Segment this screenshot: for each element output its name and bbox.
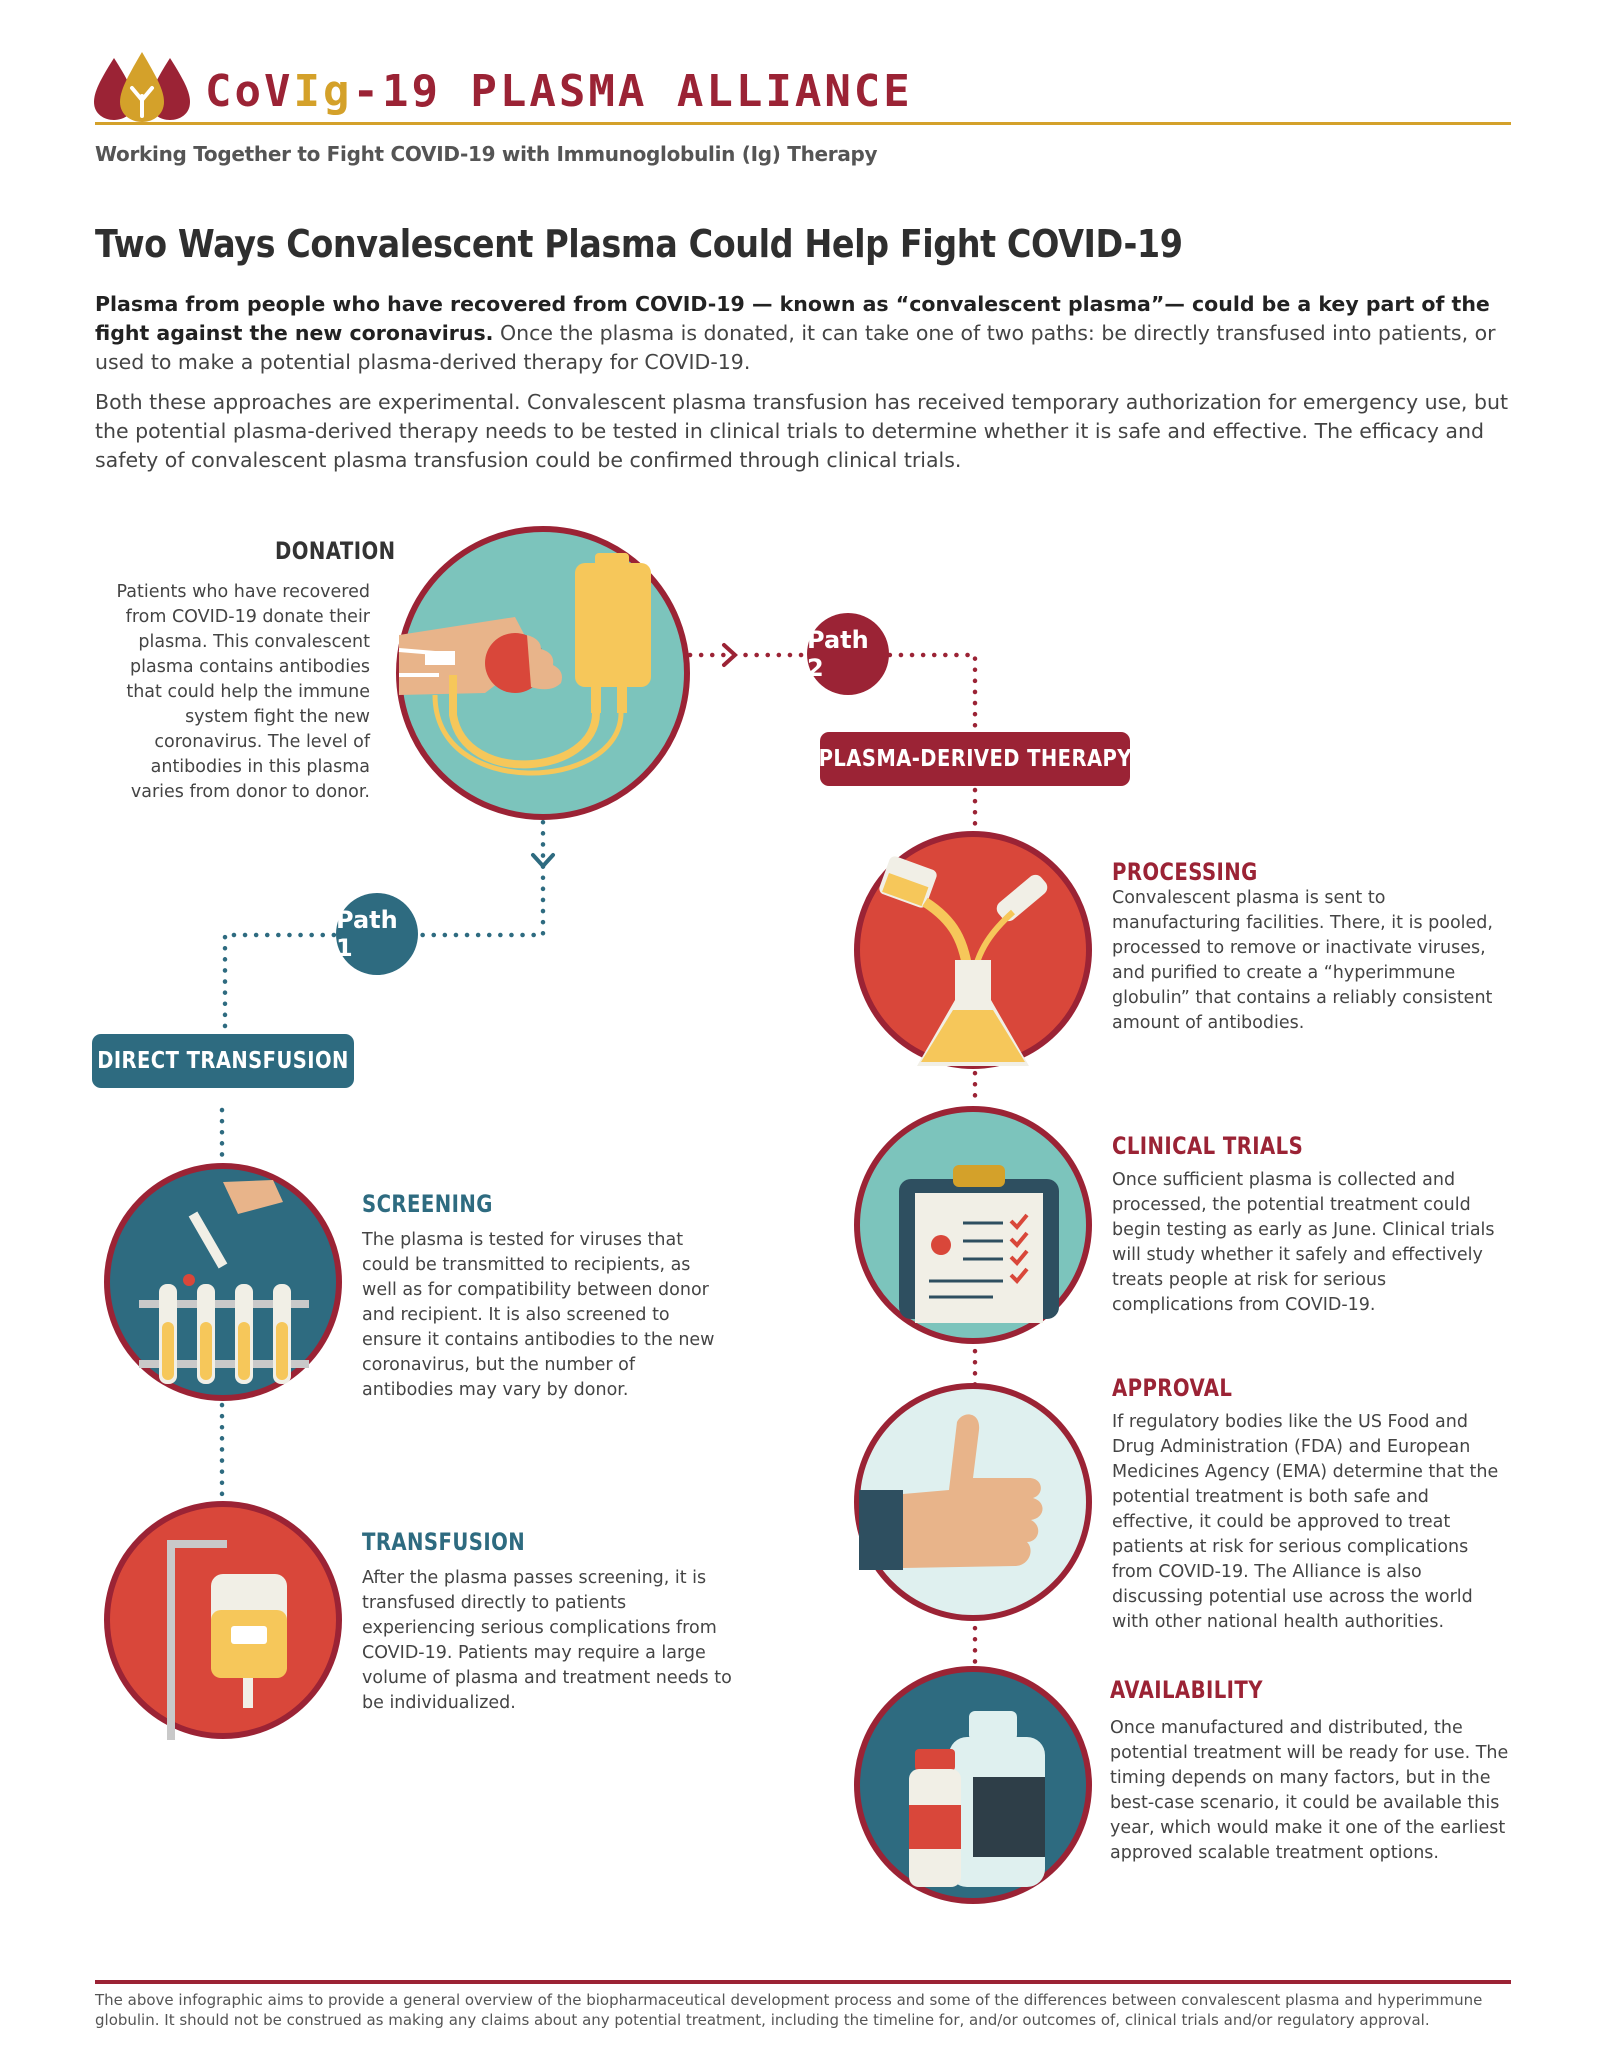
approval-illustration	[853, 1382, 1093, 1622]
direct-transfusion-pill: DIRECT TRANSFUSION	[92, 1034, 354, 1088]
plasma-derived-therapy-pill: PLASMA-DERIVED THERAPY	[820, 732, 1130, 786]
processing-title: PROCESSING	[1112, 858, 1258, 886]
approval-title: APPROVAL	[1112, 1374, 1233, 1402]
clinical-trials-title: CLINICAL TRIALS	[1112, 1132, 1304, 1160]
availability-title: AVAILABILITY	[1110, 1676, 1263, 1704]
clinical-trials-illustration	[853, 1105, 1093, 1345]
tagline: Working Together to Fight COVID-19 with Immunoglobulin (Ig) Therapy	[95, 142, 878, 166]
screening-text: The plasma is tested for viruses that could be transmitted to recipients, as well as for compatibility between donor and recipient. It is also screened to ensure it contains antibodies to the new coronavirus, but the number of antibodies may vary by donor.	[362, 1230, 715, 1400]
intro-paragraph-2: Both these approaches are experimental. Convalescent plasma transfusion has received temporary authorization for emergency use, but the potential plasma-derived therapy needs to be tested in clinical trials to determine whether it is safe and effective. The efficacy and safety of convalescent plasma transfusion could be confirmed through clinical trials.	[95, 390, 1509, 472]
path-1-badge: Path 1	[336, 893, 418, 975]
disclaimer-footnote: The above infographic aims to provide a general overview of the biopharmaceutical development process and some of the differences between convalescent plasma and hyperimmune globulin. It should not be construed as making any claims about any potential treatment, including the timeline for, and/or outcomes of, clinical trials and/or regulatory approval.	[95, 1991, 1483, 2029]
transfusion-title: TRANSFUSION	[362, 1528, 526, 1556]
donation-title: DONATION	[275, 537, 396, 565]
intro-rest: Once the plasma is donated, it can take one of two paths: be directly transfused into patients, or used to make a potential plasma-derived therapy for COVID-19.	[95, 321, 1496, 374]
screening-title: SCREENING	[362, 1190, 493, 1218]
transfusion-illustration	[103, 1500, 343, 1740]
screening-illustration	[103, 1162, 343, 1402]
brand-title: CoVIg-19 PLASMA ALLIANCE	[205, 66, 913, 117]
donation-illustration	[395, 525, 691, 821]
processing-text: Convalescent plasma is sent to manufacturing facilities. There, it is pooled, processed to remove or inactivate viruses, and purified to create a “hyperimmune globulin” that contains a reliably consistent amount of antibodies.	[1112, 888, 1493, 1033]
footer-divider	[95, 1980, 1511, 1984]
transfusion-text: After the plasma passes screening, it is transfused directly to patients experiencing serious complications from COVID-19. Patients may require a large volume of plasma and treatment needs to be individualized.	[362, 1568, 732, 1713]
page-title: Two Ways Convalescent Plasma Could Help Fight COVID-19	[95, 222, 1183, 266]
clinical-trials-text: Once sufficient plasma is collected and processed, the potential treatment could begin testing as early as June. Clinical trials will study whether it safely and effectively treats people at risk for serious complications from COVID-19.	[1112, 1170, 1495, 1315]
donation-text: Patients who have recovered from COVID-19 donate their plasma. This convalescent plasma contains antibodies that could help the immune system fight the new coronavirus. The level of antibodies in this plasma varies from donor to donor.	[116, 582, 370, 802]
intro-bold: Plasma from people who have recovered from COVID-19 — known as “convalescent plasma”— could be a key part of the fight against the new coronavirus.	[95, 292, 1490, 345]
approval-text: If regulatory bodies like the US Food and Drug Administration (FDA) and European Medicines Agency (EMA) determine that the potential treatment is both safe and effective, it could be approved to treat patients at risk for serious complications from COVID-19. The Alliance is also discussing potential use across the world with other national health authorities.	[1112, 1412, 1499, 1632]
availability-text: Once manufactured and distributed, the potential treatment will be ready for use. The timing depends on many factors, but in the best-case scenario, it could be available this year, which would make it one of the earliest approved scalable treatment options.	[1110, 1718, 1509, 1863]
availability-illustration	[853, 1665, 1093, 1905]
processing-illustration	[853, 830, 1093, 1070]
path-2-badge: Path 2	[807, 613, 889, 695]
